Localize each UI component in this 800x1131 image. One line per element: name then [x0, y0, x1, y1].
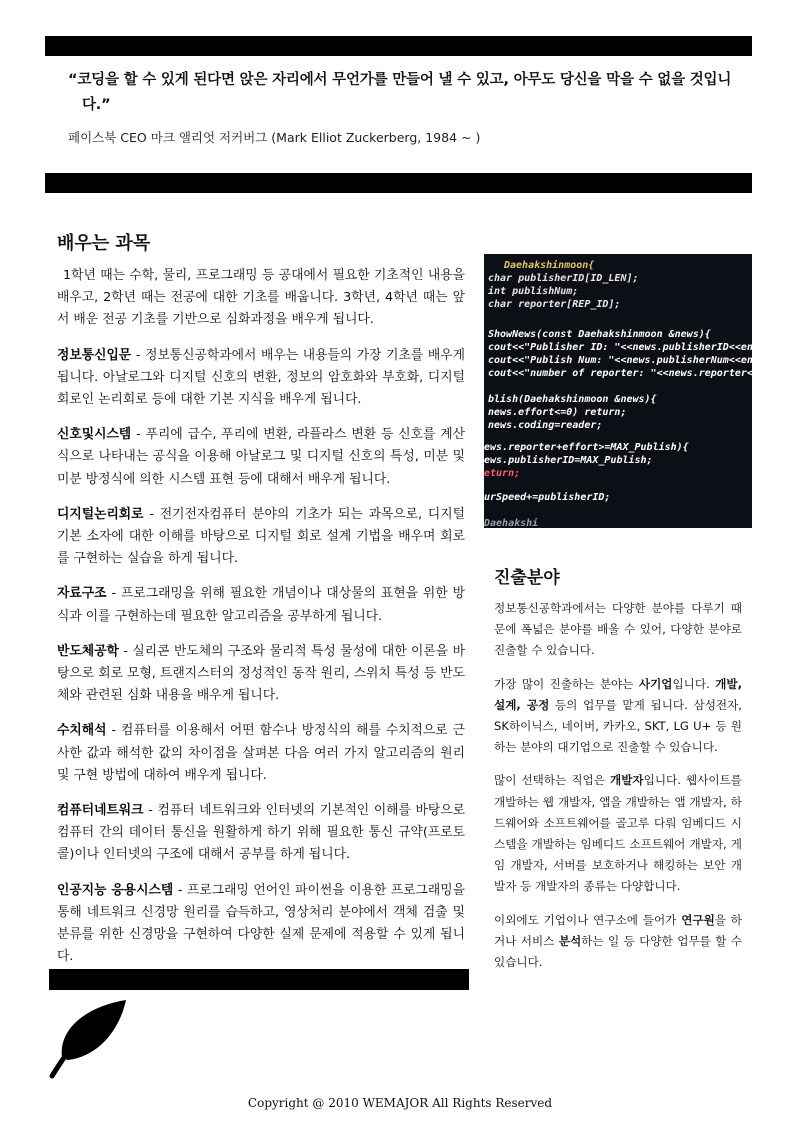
course-name: 신호및시스템: [57, 427, 132, 443]
course-desc: - 정보통신공학과에서 배우는 내용들의 가장 기초를 배우게 됩니다. 아날로그와 디지털 신호의 변환, 정보의 암호화와 부호화, 디지털 회로인 논리회로 등에 대한 기본 지식을 배우게 됩니다.: [57, 347, 465, 408]
course-item: [57, 720, 465, 787]
course-name: 반도체공학: [57, 643, 119, 659]
course-item: [57, 345, 465, 412]
code-line: ews.publisherID=MAX_Publish;: [484, 455, 653, 466]
course-name: 수치해석: [57, 723, 107, 739]
course-item: [57, 641, 465, 708]
code-line: ShowNews(const Daehakshinmoon &news){: [488, 329, 711, 340]
course-desc: - 프로그래밍을 위해 필요한 개념이나 대상물의 표현을 위한 방식과 이를 구현하는데 필요한 알고리즘을 공부하게 됩니다.: [57, 586, 465, 624]
course-desc: - 프로그래밍 언어인 파이썬을 이용한 프로그래밍을 통해 네트워크 신경망 원리를 습득하고, 영상처리 분야에서 객체 검출 및 분류를 위한 신경망을 구현하여 다양한 실제 문제에 적용할 수 있게 됩니다.: [57, 882, 465, 965]
code-line: urSpeed+=publisherID;: [484, 492, 611, 503]
course-desc: - 컴퓨터 네트워크와 인터넷의 기본적인 이해를 바탕으로 컴퓨터 간의 데이터 통신을 원활하게 하기 위해 필요한 통신 규약(프로토콜)이나 인터넷의 구조에 대해서 공부를 하게 됩니다.: [57, 803, 465, 863]
course-item: [57, 800, 465, 867]
code-screenshot-image: [484, 254, 790, 529]
course-desc: - 푸리에 급수, 푸리에 변환, 라플라스 변환 등 신호를 계산식으로 나타내는 공식을 이용해 아날로그 및 디지털 신호의 특성, 미분 및 미분 방정식에 의한 시스템 표현 등에 대해서 배우게 됩니다.: [57, 427, 465, 487]
quote-block: [68, 68, 758, 118]
code-line: char reporter[REP_ID];: [488, 299, 621, 310]
text-span: 가장 많이 진출하는 분야는: [494, 676, 639, 691]
code-line: news.coding=reader;: [488, 420, 603, 431]
text-span: 이외에도 기업이나 연구소에 들어가: [494, 912, 682, 927]
emphasis: 개발, 설계, 공정: [494, 676, 742, 712]
text-span: 을 하거나 서비스: [494, 912, 742, 948]
course-desc: - 컴퓨터를 이용해서 어떤 함수나 방정식의 해를 수치적으로 근사한 값과 해석한 값의 차이점을 살펴본 다음 여러 가지 알고리즘의 원리 및 구현 방법에 대하여 배우게 됩니다.: [57, 723, 465, 783]
emphasis: 분석: [558, 933, 582, 948]
code-line: cout<<"Publisher ID: "<<news.publisherID<<endl;: [488, 342, 771, 353]
top-black-bar: [45, 36, 752, 56]
course-name: 인공지능 응용시스템: [57, 882, 174, 898]
course-item: [57, 504, 465, 571]
careers-section: [494, 598, 742, 985]
careers-paragraph: [494, 770, 742, 897]
course-item: [57, 424, 465, 491]
careers-paragraph: [494, 910, 742, 974]
course-name: 정보통신입문: [57, 347, 132, 363]
course-desc: - 실리콘 반도체의 구조와 물리적 특성 물성에 대한 이론을 바탕으로 회로 모형, 트랜지스터의 정성적인 동작 원리, 스위치 특성 등 반도체와 관련된 심화 내용을 배우게 됩니다.: [57, 643, 465, 704]
code-line: news.effort<=0) return;: [488, 407, 627, 418]
courses-section: [57, 265, 465, 981]
text-span: 하는 일 등 다양한 업무를 할 수 있습니다.: [494, 933, 742, 970]
second-black-bar: [45, 173, 752, 193]
code-line: cout<<"Publish Num: "<<news.publisherNum<<endl;: [488, 355, 771, 366]
quote-text: “코딩을 할 수 있게 된다면 앉은 자리에서 무언가를 만들어 낼 수 있고, 아무도 당신을 막을 수 없을 것입니다.”: [68, 72, 732, 113]
careers-paragraph: 정보통신공학과에서는 다양한 분야를 다루기 때문에 폭넓은 분야를 배울 수 있어, 다양한 분야로 진출할 수 있습니다.: [494, 601, 742, 658]
careers-paragraph: [494, 674, 742, 759]
course-item: [57, 583, 465, 627]
copyright-text: Copyright @ 2010 WEMAJOR All Rights Reserved: [247, 1096, 553, 1110]
quote-attribution: 페이스북 CEO 마크 앨리엇 저커버그 (Mark Elliot Zuckerberg, 1984 ~ ): [68, 130, 481, 145]
careers-heading: 진출분야: [494, 568, 560, 588]
text-span: 입니다. 웹사이트를 개발하는 웹 개발자, 앱을 개발하는 앱 개발자, 하드웨어와 소프트웨어를 골고루 다뤄 임베디드 시스템을 개발하는 임베디드 소프트웨어 개발자, 게임 개발자, 서버를 보호하거나 해킹하는 보안 개발자 등 개발자의 종류는 다양합니다.: [494, 773, 742, 894]
emphasis: 사기업: [638, 676, 673, 691]
text-span: 입니다.: [672, 676, 716, 691]
emphasis: 개발자: [610, 773, 644, 788]
code-line: int publishNum;: [488, 286, 579, 297]
code-line: ews.reporter+effort>=MAX_Publish){: [484, 442, 689, 453]
code-line: Daehakshinmoon{: [504, 260, 595, 271]
code-line: Daehakshi: [484, 518, 539, 529]
text-span: 많이 선택하는 직업은: [494, 773, 611, 788]
course-name: 컴퓨터네트워크: [57, 803, 144, 819]
text-span: 등의 업무를 맡게 됩니다. 삼성전자, SK하이닉스, 네이버, 카카오, SKT, LG U+ 등 원하는 분야의 대기업으로 진출할 수 있습니다.: [494, 697, 742, 755]
leaf-icon: [48, 998, 128, 1078]
bottom-black-bar: [49, 969, 469, 990]
course-desc: - 전기전자컴퓨터 분야의 기초가 되는 과목으로, 디지털 기본 소자에 대한 이해를 바탕으로 디지털 회로 설계 기법을 배우며 회로를 구현하는 실습을 하게 됩니다.: [57, 506, 465, 567]
course-name: 디지털논리회로: [57, 506, 144, 522]
emphasis: 연구원: [681, 912, 715, 927]
code-line: blish(Daehakshinmoon &news){: [488, 394, 657, 405]
courses-intro: 1학년 때는 수학, 물리, 프로그래밍 등 공대에서 필요한 기초적인 내용을 배우고, 2학년 때는 전공에 대한 기초를 배웁니다. 3학년, 4학년 때는 앞서 배운 전공 기초를 기반으로 심화과정을 배우게 됩니다.: [57, 268, 465, 328]
course-item: [57, 880, 465, 969]
code-line: char publisherID[ID_LEN];: [488, 273, 639, 284]
course-name: 자료구조: [57, 586, 107, 602]
code-line: eturn;: [484, 468, 521, 479]
code-line: cout<<"number of reporter: "<<news.reporter<<endl;: [488, 368, 790, 379]
courses-heading: 배우는 과목: [57, 233, 151, 254]
